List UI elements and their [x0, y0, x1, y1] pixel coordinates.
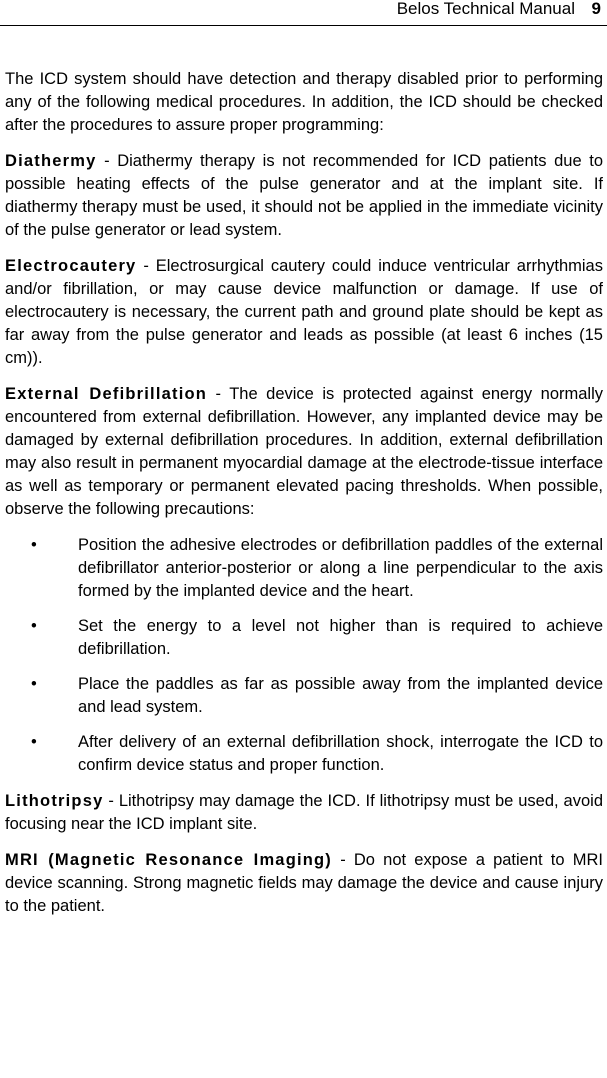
bullet-icon: • — [31, 733, 37, 751]
electrocautery-term: Electrocautery — [5, 257, 137, 275]
intro-paragraph: The ICD system should have detection and therapy disabled prior to performing any of the following medical procedures. In addition, the ICD should be checked after the procedures to assure proper programming: — [5, 70, 603, 134]
bullet-icon: • — [31, 536, 37, 554]
page-header — [0, 0, 607, 26]
list-item — [5, 615, 603, 661]
lithotripsy-term: Lithotripsy — [5, 792, 104, 810]
electrocautery-text: - Electrosurgical cautery could induce ventricular arrhythmias and/or fibrillation, or may cause device malfunction or damage. If use of electrocautery is necessary, the current path and ground plate should be kept as far away from the pulse generator and leads as possible (at least 6 inches (15 cm)). — [5, 257, 603, 367]
diathermy-term: Diathermy — [5, 152, 97, 170]
defibrillation-term: External Defibrillation — [5, 385, 208, 403]
page-number: 9 — [591, 0, 601, 18]
precautions-list — [5, 534, 603, 777]
bullet-icon: • — [31, 617, 37, 635]
bullet-icon: • — [31, 675, 37, 693]
precaution-text: Place the paddles as far as possible away from the implanted device and lead system. — [78, 675, 603, 716]
mri-paragraph — [5, 849, 603, 918]
list-item — [5, 673, 603, 719]
list-item — [5, 534, 603, 603]
electrocautery-paragraph — [5, 255, 603, 370]
manual-body — [5, 68, 603, 931]
lithotripsy-text: - Lithotripsy may damage the ICD. If lithotripsy must be used, avoid focusing near the ICD implant site. — [5, 792, 603, 833]
header-title: Belos Technical Manual — [396, 0, 575, 18]
precaution-text: Set the energy to a level not higher than is required to achieve defibrillation. — [78, 617, 603, 658]
defibrillation-paragraph — [5, 383, 603, 521]
defibrillation-text: - The device is protected against energy normally encountered from external defibrillation. However, any implanted device may be damaged by external defibrillation procedures. In addition, external defibrillation may also result in permanent myocardial damage at the electrode-tissue interface as well as temporary or permanent elevated pacing thresholds. When possible, observe the following precautions: — [5, 385, 603, 518]
diathermy-text: - Diathermy therapy is not recommended for ICD patients due to possible heating effects of the pulse generator and at the implant site. If diathermy therapy must be used, it should not be applied in the immediate vicinity of the pulse generator or lead system. — [5, 152, 603, 239]
mri-term: MRI (Magnetic Resonance Imaging) — [5, 851, 333, 869]
list-item — [5, 731, 603, 777]
precaution-text: Position the adhesive electrodes or defibrillation paddles of the external defibrillator anterior-posterior or along a line perpendicular to the axis formed by the implanted device and the heart. — [78, 536, 603, 600]
mri-text: - Do not expose a patient to MRI device scanning. Strong magnetic fields may damage the device and cause injury to the patient. — [5, 851, 603, 915]
diathermy-paragraph — [5, 150, 603, 242]
lithotripsy-paragraph — [5, 790, 603, 836]
precaution-text: After delivery of an external defibrillation shock, interrogate the ICD to confirm device status and proper function. — [78, 733, 603, 774]
